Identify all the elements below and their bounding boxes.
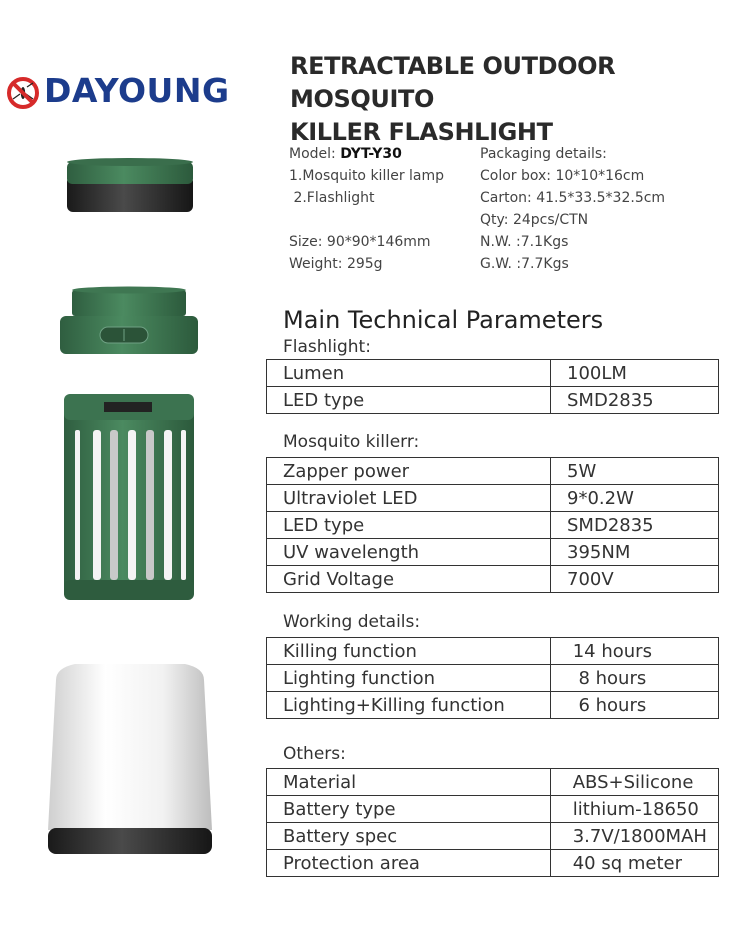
- param-value: SMD2835: [551, 387, 719, 414]
- product-title-line-1: RETRACTABLE OUTDOOR MOSQUITO: [290, 52, 616, 113]
- table-row: [267, 485, 719, 512]
- color-box-line: Color box: 10*10*16cm: [480, 168, 645, 184]
- qty-line: Qty: 24pcs/CTN: [480, 212, 589, 228]
- model-label: Model:: [289, 146, 341, 162]
- middle-collar: [60, 287, 198, 355]
- table-row: [267, 360, 719, 387]
- product-title: [290, 50, 750, 149]
- table-row: [267, 692, 719, 719]
- mosquito-killer-table: [266, 457, 719, 593]
- param-name: Material: [267, 769, 551, 796]
- param-name: LED type: [267, 387, 551, 414]
- param-value: 40 sq meter: [551, 850, 719, 877]
- param-value: 5W: [551, 458, 719, 485]
- param-value: 8 hours: [551, 665, 719, 692]
- table-row: [267, 796, 719, 823]
- section-title-mosquito-killer: Mosquito killerr:: [283, 432, 420, 452]
- brand-name: DAYOUNG: [44, 71, 230, 110]
- param-name: LED type: [267, 512, 551, 539]
- zapper-cage: [64, 394, 194, 600]
- section-title-working-details: Working details:: [283, 612, 421, 632]
- base-body: [48, 664, 212, 854]
- section-title-flashlight: Flashlight:: [283, 337, 371, 357]
- param-name: Killing function: [267, 638, 551, 665]
- param-value: 3.7V/1800MAH: [551, 823, 719, 850]
- table-row: [267, 850, 719, 877]
- packaging-title: Packaging details:: [480, 146, 607, 162]
- param-name: Protection area: [267, 850, 551, 877]
- item-1: 1.Mosquito killer lamp: [289, 168, 445, 184]
- section-title-others: Others:: [283, 744, 346, 764]
- param-name: Zapper power: [267, 458, 551, 485]
- product-title-line-2: KILLER FLASHLIGHT: [290, 118, 553, 146]
- param-value: 395NM: [551, 539, 719, 566]
- gw-line: G.W. :7.7Kgs: [480, 256, 569, 272]
- others-table: [266, 768, 719, 877]
- param-name: Lighting+Killing function: [267, 692, 551, 719]
- param-value: ABS+Silicone: [551, 769, 719, 796]
- table-row: [267, 458, 719, 485]
- param-value: 9*0.2W: [551, 485, 719, 512]
- table-row: [267, 566, 719, 593]
- param-name: Grid Voltage: [267, 566, 551, 593]
- model-value: DYT-Y30: [340, 146, 402, 162]
- working-details-table: [266, 637, 719, 719]
- param-value: 14 hours: [551, 638, 719, 665]
- param-value: 6 hours: [551, 692, 719, 719]
- param-value: lithium-18650: [551, 796, 719, 823]
- table-row: [267, 638, 719, 665]
- param-name: Ultraviolet LED: [267, 485, 551, 512]
- param-name: Lighting function: [267, 665, 551, 692]
- table-row: [267, 512, 719, 539]
- flashlight-table: [266, 359, 719, 414]
- table-row: [267, 823, 719, 850]
- param-name: Lumen: [267, 360, 551, 387]
- nw-line: N.W. :7.1Kgs: [480, 234, 569, 250]
- table-row: [267, 539, 719, 566]
- model-line: [289, 143, 402, 165]
- table-row: [267, 665, 719, 692]
- param-name: Battery type: [267, 796, 551, 823]
- table-row: [267, 769, 719, 796]
- param-value: SMD2835: [551, 512, 719, 539]
- table-row: [267, 387, 719, 414]
- param-name: UV wavelength: [267, 539, 551, 566]
- weight-line: Weight: 295g: [289, 256, 383, 272]
- param-value: 100LM: [551, 360, 719, 387]
- top-cap: [67, 158, 193, 212]
- param-name: Battery spec: [267, 823, 551, 850]
- param-value: 700V: [551, 566, 719, 593]
- carton-line: Carton: 41.5*33.5*32.5cm: [480, 190, 666, 206]
- main-parameters-title: Main Technical Parameters: [283, 306, 604, 334]
- item-2: 2.Flashlight: [289, 190, 375, 206]
- size-line: Size: 90*90*146mm: [289, 234, 431, 250]
- product-exploded-view: [0, 0, 260, 951]
